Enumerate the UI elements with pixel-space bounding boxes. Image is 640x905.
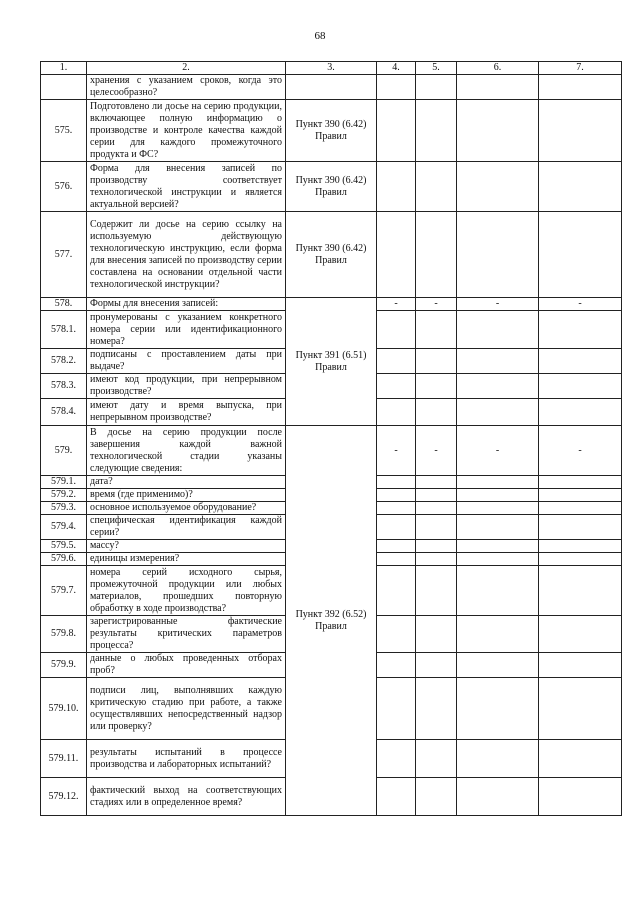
row-question: дата? [87, 476, 286, 489]
table-header [41, 62, 622, 75]
header-col-3: 3. [286, 62, 377, 75]
row-question: фактический выход на соответствующих стадиях или в определенное время? [87, 778, 286, 816]
dash-mark: - [416, 298, 457, 311]
row-number: 579.7. [41, 566, 87, 616]
dash-mark: - [457, 298, 539, 311]
row-number: 579.2. [41, 489, 87, 502]
table-row [41, 75, 622, 100]
row-question: имеют код продукции, при непрерывном производстве? [87, 374, 286, 399]
table-row [41, 100, 622, 162]
row-number: 579.3. [41, 502, 87, 515]
row-question: массу? [87, 540, 286, 553]
header-col-6: 6. [457, 62, 539, 75]
table-row [41, 298, 622, 311]
row-question: Содержит ли досье на серию ссылку на используемую действующую технологическую инструкцию, если форма для внесения записей по производству серии составлена на основании отдельной части технологической инструкции? [87, 212, 286, 298]
row-question: Форма для внесения записей по производству соответствует технологической инструкции и является актуальной версией? [87, 162, 286, 212]
header-col-5: 5. [416, 62, 457, 75]
checklist-table [40, 61, 622, 816]
row-question: время (где применимо)? [87, 489, 286, 502]
dash-mark: - [416, 426, 457, 476]
dash-mark: - [457, 426, 539, 476]
row-question: зарегистрированные фактические результаты критических параметров процесса? [87, 616, 286, 653]
rule-reference: Пункт 391 (6.51) Правил [286, 298, 377, 426]
dash-mark: - [539, 298, 622, 311]
row-number: 579.12. [41, 778, 87, 816]
table-row [41, 212, 622, 298]
rule-reference: Пункт 390 (6.42) Правил [286, 212, 377, 298]
dash-mark: - [377, 298, 416, 311]
header-col-1: 1. [41, 62, 87, 75]
row-question: хранения с указанием сроков, когда это целесообразно? [87, 75, 286, 100]
dash-mark: - [539, 426, 622, 476]
row-question: номера серий исходного сырья, промежуточной продукции или любых материалов, прошедших повторную обработку в ходе производства? [87, 566, 286, 616]
row-number: 579.6. [41, 553, 87, 566]
header-col-4: 4. [377, 62, 416, 75]
row-number: 577. [41, 212, 87, 298]
table-row [41, 162, 622, 212]
row-number: 579.8. [41, 616, 87, 653]
header-col-7: 7. [539, 62, 622, 75]
row-question: единицы измерения? [87, 553, 286, 566]
row-number: 579. [41, 426, 87, 476]
rule-reference: Пункт 390 (6.42) Правил [286, 100, 377, 162]
row-number: 575. [41, 100, 87, 162]
page-number: 68 [314, 30, 326, 42]
row-number: 578.2. [41, 349, 87, 374]
row-question: Формы для внесения записей: [87, 298, 286, 311]
row-question: пронумерованы с указанием конкретного номера серии или идентификационного номера? [87, 311, 286, 349]
row-question: имеют дату и время выпуска, при непрерывном производстве? [87, 399, 286, 426]
row-question: специфическая идентификация каждой серии? [87, 515, 286, 540]
row-number: 579.1. [41, 476, 87, 489]
row-number: 579.9. [41, 653, 87, 678]
row-number: 578.4. [41, 399, 87, 426]
row-number: 576. [41, 162, 87, 212]
row-question: результаты испытаний в процессе производства и лабораторных испытаний? [87, 740, 286, 778]
row-question: основное используемое оборудование? [87, 502, 286, 515]
rule-reference: Пункт 390 (6.42) Правил [286, 162, 377, 212]
dash-mark: - [377, 426, 416, 476]
row-question: подписи лиц, выполнявших каждую критическую стадию при работе, а также осуществлявших непосредственный надзор или проверку? [87, 678, 286, 740]
row-number: 578. [41, 298, 87, 311]
rule-reference: Пункт 392 (6.52) Правил [286, 426, 377, 816]
row-number: 579.5. [41, 540, 87, 553]
row-number: 578.3. [41, 374, 87, 399]
row-question: Подготовлено ли досье на серию продукции, включающее полную информацию о производстве и контроле качества каждой серии для каждого промежуточного продукта и ФС? [87, 100, 286, 162]
row-question: подписаны с проставлением даты при выдаче? [87, 349, 286, 374]
row-question: В досье на серию продукции после завершения каждой важной технологической стадии указаны следующие сведения: [87, 426, 286, 476]
row-number: 579.10. [41, 678, 87, 740]
row-number [41, 75, 87, 100]
row-question: данные о любых проведенных отборах проб? [87, 653, 286, 678]
table-row [41, 426, 622, 476]
row-number: 579.11. [41, 740, 87, 778]
row-number: 578.1. [41, 311, 87, 349]
header-col-2: 2. [87, 62, 286, 75]
row-number: 579.4. [41, 515, 87, 540]
